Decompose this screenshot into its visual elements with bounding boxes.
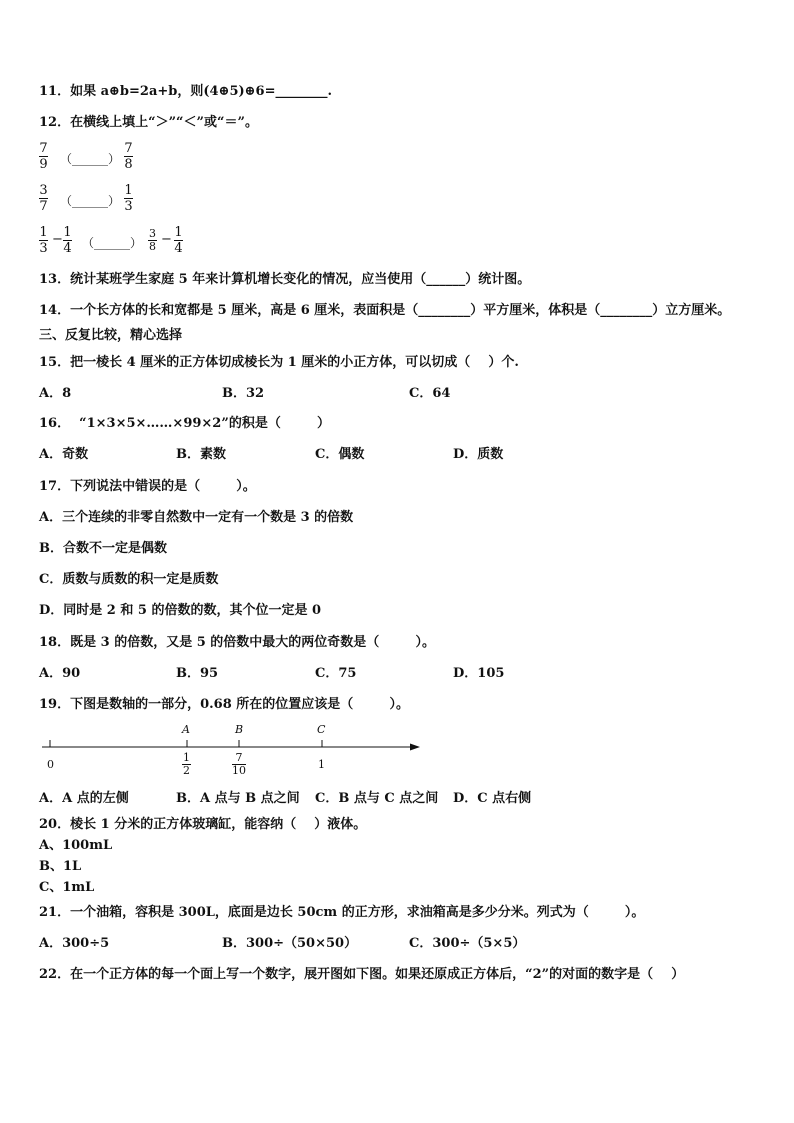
- answer-blank[interactable]: （______）: [82, 236, 143, 250]
- option-a[interactable]: A．300÷5: [39, 936, 110, 951]
- section-heading: 三、反复比较，精心选择: [39, 328, 183, 343]
- axis-zero-label: 0: [47, 758, 54, 771]
- question-21: 21．一个油箱，容积是 300L，底面是边长 50cm 的正方形，求油箱高是多少分米。列式为（ ）。: [39, 905, 645, 920]
- fraction-1-4: 1 4: [174, 225, 183, 256]
- option-b[interactable]: B．95: [176, 666, 219, 681]
- option-b[interactable]: B．32: [222, 386, 265, 401]
- option-b[interactable]: B．A 点与 B 点之间: [176, 791, 300, 806]
- fraction-7-9: 7 9: [39, 141, 48, 172]
- option-c[interactable]: C．300÷（5×5）: [409, 936, 526, 951]
- question-11: 11．如果 a⊕b=2a+b，则(4⊕5)⊕6=________.: [39, 84, 333, 99]
- option-d[interactable]: D．质数: [453, 447, 504, 462]
- point-a-label: A: [182, 723, 190, 736]
- option-c[interactable]: C．64: [409, 386, 451, 401]
- option-b[interactable]: B．300÷（50×50）: [222, 936, 358, 951]
- question-14: 14．一个长方体的长和宽都是 5 厘米，高是 6 厘米，表面积是（________）平方厘米，体积是（________）立方厘米。: [39, 303, 731, 318]
- axis-fraction-1-2: 1 2: [183, 751, 190, 777]
- question-19: 19．下图是数轴的一部分，0.68 所在的位置应该是（ ）。: [39, 697, 409, 712]
- option-c[interactable]: C．质数与质数的积一定是质数: [39, 572, 219, 587]
- answer-blank[interactable]: （______）: [60, 194, 121, 208]
- option-c[interactable]: C、1mL: [39, 880, 95, 895]
- question-15: 15．把一棱长 4 厘米的正方体切成棱长为 1 厘米的小正方体，可以切成（ ）个.: [39, 355, 519, 370]
- fraction-7-8: 7 8: [124, 141, 133, 172]
- fraction-1-3: 1 3: [124, 183, 133, 214]
- option-b[interactable]: B．合数不一定是偶数: [39, 541, 167, 556]
- minus-sign: −: [52, 232, 63, 247]
- option-c[interactable]: C．偶数: [315, 447, 365, 462]
- fraction-3-8: 3 8: [149, 227, 156, 253]
- answer-blank[interactable]: （______）: [60, 152, 121, 166]
- minus-sign: −: [161, 232, 172, 247]
- option-a[interactable]: A．A 点的左侧: [39, 791, 129, 806]
- option-c[interactable]: C．75: [315, 666, 357, 681]
- point-b-label: B: [235, 723, 244, 736]
- option-d[interactable]: D．C 点右侧: [453, 791, 532, 806]
- option-d[interactable]: D．同时是 2 和 5 的倍数的数，其个位一定是 0: [39, 603, 322, 618]
- question-12: 12．在横线上填上“＞”“＜”或“＝”。: [39, 115, 258, 130]
- question-13: 13．统计某班学生家庭 5 年来计算机增长变化的情况，应当使用（______）统计图。: [39, 272, 531, 287]
- question-17: 17．下列说法中错误的是（ ）。: [39, 479, 256, 494]
- option-b[interactable]: B、1L: [39, 859, 82, 874]
- question-22: 22．在一个正方体的每一个面上写一个数字，展开图如下图。如果还原成正方体后，“2”的对面的数字是（ ）: [39, 967, 685, 982]
- axis-fraction-7-10: 7 10: [232, 751, 246, 777]
- option-a[interactable]: A．三个连续的非零自然数中一定有一个数是 3 的倍数: [39, 510, 354, 525]
- fraction-1-4: 1 4: [63, 225, 72, 256]
- option-a[interactable]: A．8: [39, 386, 72, 401]
- fraction-3-7: 3 7: [39, 183, 48, 214]
- point-c-label: C: [317, 723, 326, 736]
- option-a[interactable]: A．奇数: [39, 447, 89, 462]
- number-line-arrow: [410, 744, 420, 751]
- option-c[interactable]: C．B 点与 C 点之间: [315, 791, 439, 806]
- question-20: 20．棱长 1 分米的正方体玻璃缸，能容纳（ ）液体。: [39, 817, 367, 832]
- option-a[interactable]: A、100mL: [39, 838, 113, 853]
- question-16: 16． “1×3×5×……×99×2”的积是（ ）: [39, 416, 331, 431]
- fraction-1-3: 1 3: [39, 225, 48, 256]
- axis-one-label: 1: [318, 758, 325, 771]
- option-d[interactable]: D．105: [453, 666, 505, 681]
- option-b[interactable]: B．素数: [176, 447, 226, 462]
- question-18: 18．既是 3 的倍数，又是 5 的倍数中最大的两位奇数是（ ）。: [39, 635, 435, 650]
- option-a[interactable]: A．90: [39, 666, 81, 681]
